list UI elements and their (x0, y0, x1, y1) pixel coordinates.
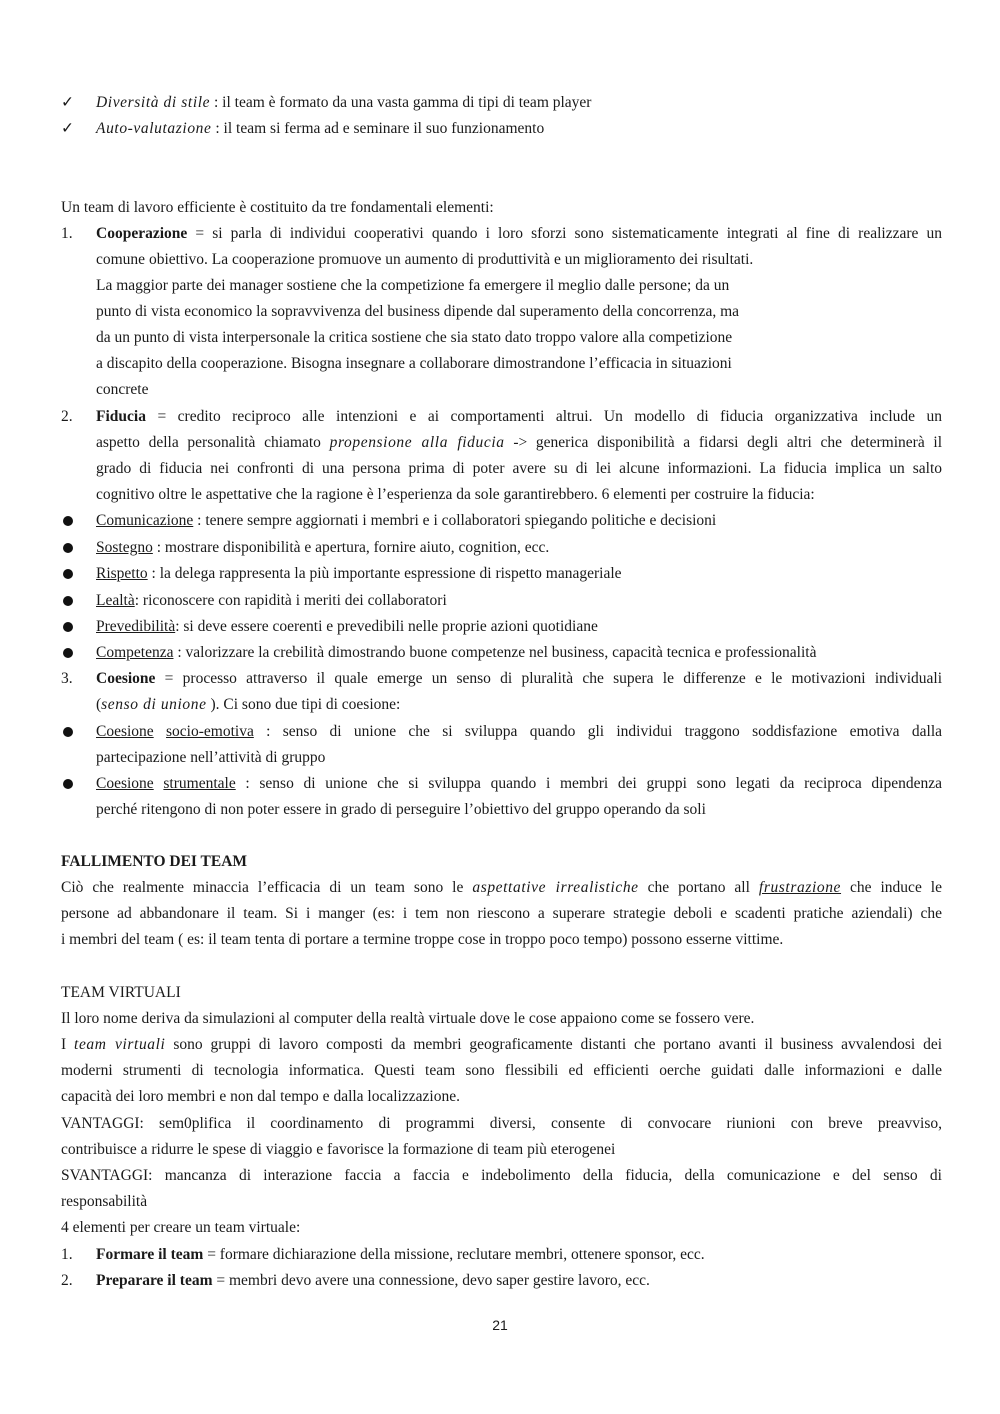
step-text: = membri devo avere una connessione, devo saper gestire lavoro, ecc. (212, 1272, 650, 1289)
bullet-icon (63, 779, 73, 789)
text-span: aspetto della personalità chiamato (96, 434, 330, 451)
checkmark-icon: ✓ (61, 120, 74, 137)
paragraph-line: partecipazione nell’attività di gruppo (96, 749, 326, 766)
text-span: -> generica disponibilità a fidarsi degli altri che determinerà il (504, 434, 943, 451)
check-term: Auto-valutazione (96, 120, 212, 137)
coesione-item (96, 771, 942, 797)
bullet-icon (63, 648, 73, 658)
list-number: 1. (61, 225, 73, 242)
bullet-icon (63, 596, 73, 606)
italic-term: frustrazione (758, 879, 842, 896)
italic-term: propensione alla fiducia (329, 434, 505, 451)
trust-term: Competenza (96, 644, 174, 661)
check-term: Diversità di stile (96, 94, 211, 111)
trust-term: Sostegno (96, 539, 153, 556)
section-title: TEAM VIRTUALI (61, 984, 181, 1001)
paragraph-line: cognitivo oltre le aspettative che la ragione è l’esperienza da sole garantirebbero. 6 elementi per costruire la fiducia: (96, 486, 815, 503)
text-span: : senso di unione che si sviluppa quando i membri dei gruppi sono legati da reciproca dipendenza (235, 775, 943, 792)
coesione-type: strumentale (163, 775, 236, 792)
trust-item (96, 535, 942, 561)
paragraph-line (96, 430, 942, 456)
trust-term: Comunicazione (96, 512, 194, 529)
trust-text: : mostrare disponibilità e apertura, fornire aiuto, cognition, ecc. (152, 539, 550, 556)
trust-text: : tenere sempre aggiornati i membri e i collaboratori spiegando politiche e decisioni (193, 512, 717, 529)
step-item (96, 1242, 942, 1268)
paragraph-line: moderni strumenti di tecnologia informatica. Questi team sono flessibili ed efficienti oerche guidati dalle informazioni e dalle (61, 1062, 942, 1079)
text-span: = processo attraverso il quale emerge un senso di pluralità che supera le differenze e le motivazioni individuali (155, 670, 942, 687)
paragraph-line (61, 1032, 942, 1058)
check-item (96, 116, 942, 142)
paragraph-line: Il loro nome deriva da simulazioni al computer della realtà virtuale dove le cose appaiono come se fossero vere. (61, 1010, 755, 1027)
paragraph-line: contribuisce a ridurre le spese di viaggio e favorisce la formazione di team più eterogenei (61, 1141, 616, 1158)
italic-term: team virtuali (74, 1036, 166, 1053)
bullet-icon (63, 622, 73, 632)
list-number: 2. (61, 408, 73, 425)
step-text: = formare dichiarazione della missione, reclutare membri, ottenere sponsor, ecc. (203, 1246, 705, 1263)
paragraph-line (61, 875, 942, 901)
paragraph-line: grado di fiducia nei confronti di una persona prima di poter avere su di lei alcune informazioni. La fiducia implica un salto (96, 460, 942, 477)
trust-text: : valorizzare la crebilità dimostrando buone competenze nel business, capacità tecnica e professionalità (173, 644, 817, 661)
check-text: : il team si ferma ad e seminare il suo funzionamento (211, 120, 545, 137)
text-span: che induce le (841, 879, 942, 896)
text-span: = si parla di individui cooperativi quando i loro sforzi sono sistematicamente integrati al fine di realizzare un (187, 225, 942, 242)
cooperazione-line (96, 221, 942, 247)
paragraph-line: punto di vista economico la sopravvivenza del business dipende dal superamento della concorrenza, ma (96, 303, 740, 320)
coesione-item (96, 719, 942, 745)
paragraph-line: da un punto di vista interpersonale la critica sostiene che sia stato dato troppo valore alla competizione (96, 329, 733, 346)
list-number: 2. (61, 1272, 73, 1289)
trust-item (96, 561, 942, 587)
coesione-term: Coesione (96, 670, 156, 687)
text-span: Ciò che realmente minaccia l’efficacia di un team sono le (61, 879, 473, 896)
section-title (61, 849, 942, 875)
paragraph-line: perché ritengono di non poter essere in grado di perseguire l’obiettivo del gruppo operando da soli (96, 801, 706, 818)
paragraph-line: capacità dei loro membri e non dal tempo e dalla localizzazione. (61, 1088, 460, 1105)
step-term: Preparare il team (96, 1272, 213, 1289)
paragraph-line: a discapito della cooperazione. Bisogna insegnare a collaborare dimostrandone l’efficacia in situazioni (96, 355, 732, 372)
coesione-line (96, 666, 942, 692)
svantaggi-line: SVANTAGGI: mancanza di interazione faccia a faccia e indebolimento della fiducia, della comunicazione e del senso di (61, 1167, 942, 1184)
italic-term: aspettative irrealistiche (472, 879, 639, 896)
text-span: sono gruppi di lavoro composti da membri geograficamente distanti che portano avanti il business avvalendosi dei (165, 1036, 943, 1053)
bullet-icon (63, 569, 73, 579)
text-span: che portano all (638, 879, 759, 896)
list-number: 3. (61, 670, 73, 687)
text-span: : senso di unione che si sviluppa quando gli individui traggono soddisfazione emotiva dalla (253, 723, 942, 740)
page-number: 21 (492, 1317, 508, 1333)
paragraph-line (96, 692, 942, 718)
check-text: : il team è formato da una vasta gamma di tipi di team player (210, 94, 592, 111)
trust-item (96, 508, 942, 534)
paragraph-line: responsabilità (61, 1193, 148, 1210)
text-span: = credito reciproco alle intenzioni e ai comportamenti altrui. Un modello di fiducia organizzativa include un (145, 408, 942, 425)
list-number: 1. (61, 1246, 73, 1263)
bullet-icon (63, 543, 73, 553)
trust-item (96, 588, 942, 614)
paragraph-line: La maggior parte dei manager sostiene che la competizione fa emergere il meglio dalle persone; da un (96, 277, 730, 294)
check-item (96, 90, 942, 116)
trust-term: Rispetto (96, 565, 148, 582)
step-term: Formare il team (96, 1246, 204, 1263)
bullet-icon (63, 516, 73, 526)
coesione-type: socio-emotiva (166, 723, 254, 740)
paragraph-line: 4 elementi per creare un team virtuale: (61, 1219, 301, 1236)
fiducia-term: Fiducia (96, 408, 146, 425)
paragraph-line: persone ad abbandonare il team. Si i manger (es: i tem non riescono a superare strategie deboli e scadenti pratiche aziendali) che (61, 905, 942, 922)
cooperazione-term: Cooperazione (96, 225, 188, 242)
italic-term: senso di unione (101, 696, 207, 713)
coesione-term: Coesione (96, 775, 154, 792)
paragraph-line: i membri del team ( es: il team tenta di portare a termine troppe cose in troppo poco tempo) possono esserne vittime. (61, 931, 784, 948)
fiducia-line (96, 404, 942, 430)
intro-paragraph: Un team di lavoro efficiente è costituito da tre fondamentali elementi: (61, 199, 494, 216)
bullet-icon (63, 727, 73, 737)
trust-item (96, 614, 942, 640)
trust-item (96, 640, 942, 666)
text-span: I (61, 1036, 75, 1053)
trust-term: Prevedibilità (96, 618, 176, 635)
section-title-text: FALLIMENTO DEI TEAM (61, 853, 248, 870)
paragraph-line: comune obiettivo. La cooperazione promuove un aumento di produttività e un miglioramento dei risultati. (96, 251, 754, 268)
step-item (96, 1268, 942, 1294)
paragraph-line: concrete (96, 381, 149, 398)
coesione-term: Coesione (96, 723, 154, 740)
text-span: ). Ci sono due tipi di coesione: (206, 696, 401, 713)
trust-text: : si deve essere coerenti e prevedibili nelle proprie azioni quotidiane (175, 618, 598, 635)
text-span: ( (96, 696, 102, 713)
trust-term: Lealtà (96, 592, 135, 609)
vantaggi-line: VANTAGGI: sem0plifica il coordinamento di programmi diversi, consente di convocare riunioni con breve preavviso, (61, 1115, 942, 1132)
trust-text: : la delega rappresenta la più importante espressione di rispetto manageriale (147, 565, 622, 582)
checkmark-icon: ✓ (61, 94, 74, 111)
trust-text: : riconoscere con rapidità i meriti dei collaboratori (134, 592, 447, 609)
